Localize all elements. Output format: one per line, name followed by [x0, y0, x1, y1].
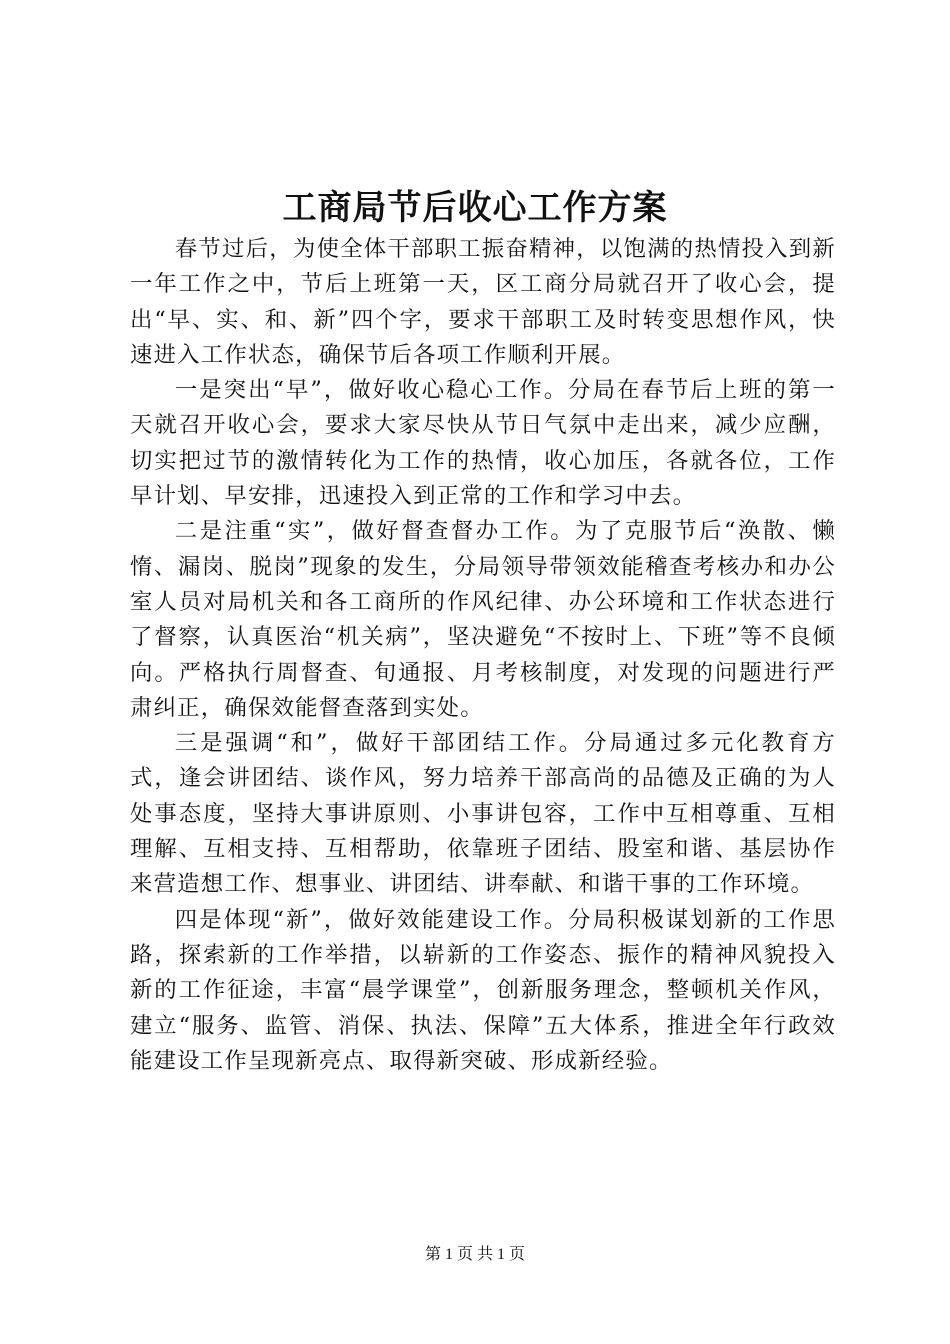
- document-title: 工商局节后收心工作方案: [282, 188, 668, 228]
- paragraph-early: 一是突出“早”，做好收心稳心工作。分局在春节后上班的第一天就召开收心会，要求大家尽快从节日气氛中走出来，减少应酬，切实把过节的激情转化为工作的热情，收心加压，各就各位，工作早计划、早安排，迅速投入到正常的工作和学习中去。: [130, 377, 836, 510]
- paragraph-intro: 春节过后，为使全体干部职工振奋精神，以饱满的热情投入到新一年工作之中，节后上班第一天，区工商分局就召开了收心会，提出“早、实、和、新”四个字，要求干部职工及时转变思想作风，快速进入工作状态，确保节后各项工作顺利开展。: [130, 236, 836, 368]
- page-number-footer: 第 1 页 共 1 页: [424, 1246, 525, 1263]
- paragraph-solid: 二是注重“实”，做好督查督办工作。为了克服节后“涣散、懒惰、漏岗、脱岗”现象的发生，分局领导带领效能稽查考核办和办公室人员对局机关和各工商所的作风纪律、办公环境和工作状态进行了督察，认真医治“机关病”，坚决避免“不按时上、下班”等不良倾向。严格执行周督查、旬通报、月考核制度，对发现的问题进行严肃纠正，确保效能督查落到实处。: [130, 518, 836, 721]
- paragraph-harmony: 三是强调“和”，做好干部团结工作。分局通过多元化教育方式，逢会讲团结、谈作风，努力培养干部高尚的品德及正确的为人处事态度，坚持大事讲原则、小事讲包容，工作中互相尊重、互相理解、互相支持、互相帮助，依靠班子团结、股室和谐、基层协作来营造想工作、想事业、讲团结、讲奉献、和谐干事的工作环境。: [130, 730, 836, 898]
- paragraph-new: 四是体现“新”，做好效能建设工作。分局积极谋划新的工作思路，探索新的工作举措，以崭新的工作姿态、振作的精神风貌投入新的工作征途，丰富“晨学课堂”，创新服务理念，整顿机关作风，建立“服务、监管、消保、执法、保障”五大体系，推进全年行政效能建设工作呈现新亮点、取得新突破、形成新经验。: [130, 906, 836, 1074]
- document-body: [130, 232, 836, 1079]
